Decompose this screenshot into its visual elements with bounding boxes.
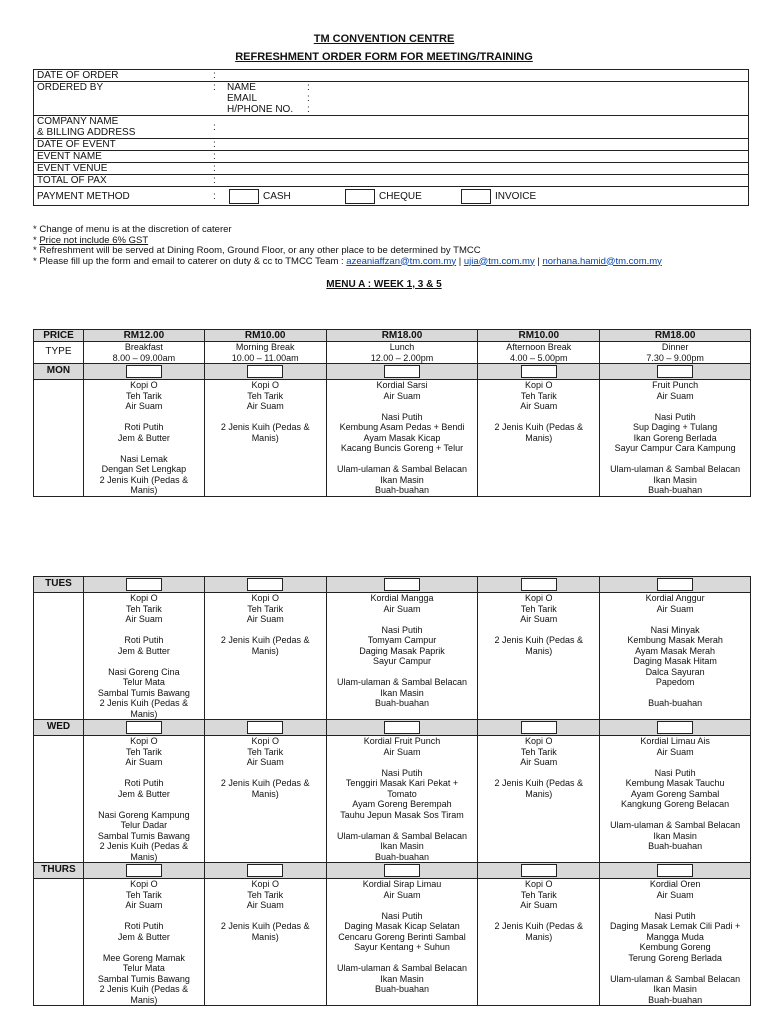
- menu-item: Kopi O: [130, 736, 158, 746]
- menu-item: Nasi Putih: [381, 767, 423, 778]
- menu-table-tue-thu: [33, 576, 751, 1006]
- day-label-wed: WED: [34, 720, 84, 736]
- colon: :: [307, 93, 310, 104]
- menu-item: Buah-buahan: [648, 841, 703, 851]
- order-checkbox[interactable]: [247, 721, 283, 734]
- menu-item: Kordial Fruit Punch: [363, 736, 441, 746]
- total-pax-field[interactable]: [224, 175, 749, 187]
- menu-item: Sambal Tumis Bawang: [97, 830, 190, 841]
- type-afternoon-break: Afternoon Break 4.00 – 5.00pm: [478, 342, 600, 364]
- cash-checkbox[interactable]: [229, 189, 259, 204]
- menu-item: Kembung Asam Pedas + Bendi: [339, 422, 465, 432]
- menu-item: [602, 900, 748, 911]
- menu-item: Papedom: [655, 677, 695, 687]
- menu-cell-afternoon-break: [478, 380, 600, 497]
- menu-item: Teh Tarik: [520, 889, 557, 900]
- cheque-checkbox[interactable]: [345, 189, 375, 204]
- menu-item: Ulam-ulaman & Sambal Belacan: [336, 963, 468, 973]
- menu-item: [86, 412, 202, 423]
- menu-item: Buah-buahan: [374, 984, 430, 994]
- menu-item: [602, 614, 748, 625]
- menu-item: Ulam-ulaman & Sambal Belacan: [610, 973, 741, 984]
- order-checkbox[interactable]: [126, 365, 162, 378]
- menu-item: [207, 625, 324, 636]
- menu-item: [602, 454, 748, 465]
- menu-table-header-mon: [33, 329, 751, 497]
- colon: :: [307, 104, 310, 115]
- menu-item: Air Suam: [246, 401, 284, 411]
- menu-item: Ulam-ulaman & Sambal Belacan: [336, 830, 468, 841]
- menu-item: Kembung Masak Tauchu: [625, 778, 725, 788]
- menu-item: Buah-buahan: [374, 851, 430, 862]
- menu-item: Ikan Masin: [653, 830, 697, 841]
- menu-item: Teh Tarik: [520, 603, 557, 614]
- day-label-thurs: THURS: [34, 863, 84, 879]
- menu-item: Manis): [525, 432, 553, 443]
- menu-item: Manis): [130, 485, 158, 495]
- menu-item: Manis): [130, 994, 158, 1005]
- note-gst: * Price not include 6% GST: [33, 234, 149, 246]
- notes: [33, 225, 662, 267]
- menu-item: [86, 443, 202, 454]
- order-details-table: [33, 69, 749, 206]
- menu-item: Tenggiri Masak Kari Pekat +: [345, 778, 459, 788]
- menu-item: Manis): [251, 931, 279, 942]
- menu-item: Ayam Goreng Berempah: [352, 799, 452, 809]
- menu-item: Ikan Masin: [380, 687, 424, 698]
- order-checkbox[interactable]: [247, 864, 283, 877]
- type-morning-break: Morning Break 10.00 – 11.00am: [204, 342, 326, 364]
- menu-item: Buah-buahan: [648, 485, 703, 495]
- name-label: NAME: [227, 82, 256, 93]
- email-label: EMAIL: [227, 93, 258, 104]
- menu-item: Air Suam: [656, 390, 694, 401]
- menu-item: Teh Tarik: [247, 889, 284, 900]
- note-menu-change: * Change of menu is at the discretion of caterer: [33, 224, 232, 235]
- order-checkbox[interactable]: [126, 721, 162, 734]
- menu-item: Manis): [525, 931, 553, 942]
- order-checkbox[interactable]: [657, 721, 693, 734]
- menu-item: Ulam-ulaman & Sambal Belacan: [610, 464, 741, 474]
- type-lunch: Lunch 12.00 – 2.00pm: [326, 342, 478, 364]
- price-afternoon-break: RM10.00: [478, 330, 600, 342]
- menu-item: Kordial Sirap Limau: [362, 879, 442, 889]
- menu-item: Air Suam: [520, 401, 558, 411]
- menu-item: Kopi O: [525, 879, 553, 889]
- menu-item: Ayam Goreng Sambal: [630, 788, 720, 799]
- cheque-label: CHEQUE: [379, 190, 422, 202]
- note-serving-location: * Refreshment will be served at Dining Room, Ground Floor, or any other place to be determined by TMCC: [33, 245, 481, 256]
- menu-item: Buah-buahan: [374, 485, 430, 495]
- menu-item: [329, 454, 476, 465]
- menu-cell-afternoon-break: [478, 593, 600, 720]
- menu-item: [480, 911, 597, 922]
- type-dinner: Dinner 7.30 – 9.00pm: [600, 342, 751, 364]
- menu-cell-morning-break: [204, 879, 326, 1006]
- menu-cell-afternoon-break: [478, 736, 600, 863]
- menu-item: [329, 667, 476, 678]
- menu-item: Air Suam: [383, 390, 421, 401]
- price-label: PRICE: [34, 330, 84, 342]
- menu-item: Sambal Tumis Bawang: [97, 973, 190, 984]
- email-link-1[interactable]: azeaniaffzan@tm.com.my: [346, 255, 457, 267]
- order-checkbox[interactable]: [384, 365, 420, 378]
- price-breakfast: RM12.00: [83, 330, 204, 342]
- company-field[interactable]: [224, 116, 749, 139]
- menu-item: Manis): [525, 645, 553, 656]
- menu-item: 2 Jenis Kuih (Pedas &: [220, 921, 310, 931]
- menu-item: Ulam-ulaman & Sambal Belacan: [336, 677, 468, 687]
- menu-item: 2 Jenis Kuih (Pedas &: [494, 422, 584, 432]
- colon: :: [210, 82, 224, 94]
- order-checkbox[interactable]: [657, 365, 693, 378]
- order-checkbox[interactable]: [384, 578, 420, 591]
- total-pax-label: TOTAL OF PAX: [34, 175, 211, 187]
- menu-item: Kordial Mangga: [370, 593, 434, 603]
- colon: :: [307, 82, 310, 93]
- menu-item: Kordial Oren: [649, 879, 701, 889]
- menu-item: Daging Masak Lemak Cili Padi +: [609, 921, 741, 931]
- menu-item: Teh Tarik: [247, 390, 284, 401]
- menu-item: Nasi Lemak: [120, 453, 168, 464]
- menu-item: [329, 953, 476, 964]
- menu-item: Jem & Butter: [117, 931, 170, 942]
- menu-item: Air Suam: [656, 889, 694, 900]
- menu-item: [86, 768, 202, 779]
- event-venue-label: EVENT VENUE: [34, 163, 211, 175]
- menu-item: Air Suam: [656, 746, 694, 757]
- menu-item: [480, 768, 597, 779]
- menu-item: Air Suam: [246, 614, 284, 624]
- menu-cell-breakfast: [83, 593, 204, 720]
- order-checkbox[interactable]: [126, 578, 162, 591]
- menu-item: Sambal Tumis Bawang: [97, 687, 190, 698]
- menu-cell-lunch: [326, 879, 478, 1006]
- menu-item: Kopi O: [130, 593, 158, 603]
- date-of-event-field[interactable]: [224, 139, 749, 151]
- menu-item: Daging Masak Paprik: [359, 645, 445, 656]
- menu-item: [329, 614, 476, 625]
- menu-cell-dinner: [600, 736, 751, 863]
- menu-item: Cencaru Goreng Berinti Sambal: [338, 931, 466, 942]
- menu-cell-dinner: [600, 380, 751, 497]
- menu-item: Kacang Buncis Goreng + Telur: [340, 443, 464, 453]
- day-label-tues: TUES: [34, 577, 84, 593]
- menu-item: 2 Jenis Kuih (Pedas &: [220, 635, 310, 645]
- menu-item: [329, 900, 476, 911]
- menu-item: Kopi O: [525, 380, 553, 390]
- menu-item: Kopi O: [251, 879, 279, 889]
- colon: :: [210, 70, 224, 82]
- menu-item: Sup Daging + Tulang: [632, 422, 718, 432]
- menu-item: Ikan Masin: [380, 474, 424, 485]
- menu-item: Tomyam Campur: [367, 635, 437, 645]
- date-of-event-label: DATE OF EVENT: [34, 139, 211, 151]
- menu-item: Kembung Masak Merah: [627, 635, 723, 645]
- menu-item: Manis): [251, 432, 279, 443]
- menu-item: Nasi Putih: [654, 411, 696, 422]
- menu-item: Buah-buahan: [648, 698, 703, 708]
- invoice-label: INVOICE: [495, 190, 537, 202]
- colon: :: [210, 151, 224, 163]
- menu-item: Ayam Masak Merah: [635, 645, 716, 656]
- menu-item: Ikan Masin: [653, 984, 697, 994]
- menu-item: Kopi O: [130, 380, 158, 390]
- menu-item: Teh Tarik: [247, 603, 284, 614]
- menu-item: Air Suam: [383, 603, 421, 614]
- menu-item: Nasi Putih: [381, 624, 423, 635]
- menu-item: Teh Tarik: [125, 603, 162, 614]
- menu-item: Tomato: [387, 788, 417, 799]
- menu-cell-morning-break: [204, 736, 326, 863]
- menu-item: 2 Jenis Kuih (Pedas &: [494, 635, 584, 645]
- menu-item: [86, 625, 202, 636]
- menu-item: Nasi Putih: [381, 910, 423, 921]
- order-checkbox[interactable]: [521, 578, 557, 591]
- menu-item: Ayam Masak Kicap: [363, 432, 441, 443]
- menu-item: Terung Goreng Berlada: [628, 952, 722, 963]
- date-of-order-field[interactable]: [224, 70, 749, 82]
- menu-item: Ikan Goreng Berlada: [633, 432, 717, 443]
- menu-item: [602, 401, 748, 412]
- price-lunch: RM18.00: [326, 330, 478, 342]
- menu-cell-lunch: [326, 593, 478, 720]
- menu-item: [480, 412, 597, 423]
- menu-cell-breakfast: [83, 380, 204, 497]
- menu-item: Teh Tarik: [520, 746, 557, 757]
- menu-item: Air Suam: [383, 746, 421, 757]
- menu-cell-lunch: [326, 380, 478, 497]
- menu-item: Ulam-ulaman & Sambal Belacan: [610, 820, 741, 830]
- menu-cell-breakfast: [83, 879, 204, 1006]
- menu-item: Kangkung Goreng Belacan: [621, 799, 730, 809]
- menu-item: Air Suam: [125, 900, 163, 910]
- menu-item: Telur Dadar: [120, 820, 168, 830]
- payment-method-label: PAYMENT METHOD: [34, 187, 211, 206]
- menu-item: Mee Goreng Mamak: [102, 952, 185, 963]
- menu-item: Kopi O: [130, 879, 158, 889]
- date-of-order-label: DATE OF ORDER: [34, 70, 211, 82]
- colon: :: [210, 139, 224, 151]
- note-email: * Please fill up the form and email to caterer on duty & cc to TMCC Team : azeaniaffzan@tm.com.my | ujia@tm.com.my | norhana.hamid@tm.com.my: [33, 255, 662, 267]
- form-subtitle: REFRESHMENT ORDER FORM FOR MEETING/TRAINING: [235, 51, 533, 63]
- menu-item: Kopi O: [251, 736, 279, 746]
- menu-item: Teh Tarik: [247, 746, 284, 757]
- menu-item: Air Suam: [246, 900, 284, 910]
- menu-item: [86, 656, 202, 667]
- menu-item: Kopi O: [525, 593, 553, 603]
- menu-item: Roti Putih: [124, 635, 164, 645]
- menu-item: Manis): [251, 788, 279, 799]
- event-venue-field[interactable]: [224, 163, 749, 175]
- menu-item: Teh Tarik: [520, 390, 557, 401]
- menu-item: Manis): [130, 851, 158, 862]
- order-checkbox[interactable]: [521, 365, 557, 378]
- invoice-checkbox[interactable]: [461, 189, 491, 204]
- menu-cell-breakfast: [83, 736, 204, 863]
- price-dinner: RM18.00: [600, 330, 751, 342]
- menu-item: [207, 412, 324, 423]
- menu-item: Nasi Putih: [654, 767, 696, 778]
- menu-item: Nasi Minyak: [650, 624, 700, 635]
- menu-item: 2 Jenis Kuih (Pedas &: [99, 841, 189, 851]
- menu-item: Air Suam: [383, 889, 421, 900]
- menu-item: Ikan Masin: [653, 474, 697, 485]
- menu-item: [329, 401, 476, 412]
- menu-item: Nasi Putih: [654, 910, 696, 921]
- menu-cell-dinner: [600, 593, 751, 720]
- menu-item: [602, 810, 748, 821]
- menu-item: Telur Mata: [122, 677, 165, 687]
- menu-item: Fruit Punch: [652, 380, 699, 390]
- event-name-field[interactable]: [224, 151, 749, 163]
- colon: :: [210, 116, 224, 139]
- menu-item: [480, 625, 597, 636]
- menu-item: Air Suam: [520, 900, 558, 910]
- order-checkbox[interactable]: [384, 721, 420, 734]
- menu-item: Air Suam: [656, 603, 694, 614]
- menu-item: Air Suam: [520, 757, 558, 767]
- menu-item: Teh Tarik: [125, 746, 162, 757]
- menu-item: Daging Masak Hitam: [633, 656, 717, 666]
- menu-item: Jem & Butter: [117, 645, 170, 656]
- menu-item: Daging Masak Kicap Selatan: [344, 921, 460, 931]
- cash-label: CASH: [263, 190, 291, 202]
- menu-item: Air Suam: [125, 614, 163, 624]
- phone-label: H/PHONE NO.: [227, 104, 294, 115]
- menu-item: Dalca Sayuran: [645, 666, 705, 677]
- menu-item: 2 Jenis Kuih (Pedas &: [220, 778, 310, 788]
- menu-item: [329, 757, 476, 768]
- menu-item: Sayur Campur Cara Kampung: [614, 443, 736, 453]
- menu-cell-dinner: [600, 879, 751, 1006]
- menu-item: Mangga Muda: [646, 931, 704, 942]
- type-breakfast: Breakfast 8.00 – 09.00am: [83, 342, 204, 364]
- order-checkbox[interactable]: [384, 864, 420, 877]
- menu-item: Manis): [525, 788, 553, 799]
- menu-item: 2 Jenis Kuih (Pedas &: [99, 698, 189, 708]
- day-label-mon: MON: [34, 364, 84, 380]
- order-checkbox[interactable]: [247, 365, 283, 378]
- colon: :: [210, 163, 224, 175]
- menu-item: Kordial Limau Ais: [640, 736, 710, 746]
- menu-item: Nasi Putih: [381, 411, 423, 422]
- menu-item: 2 Jenis Kuih (Pedas &: [494, 921, 584, 931]
- event-name-label: EVENT NAME: [34, 151, 211, 163]
- menu-item: [86, 942, 202, 953]
- colon: :: [210, 175, 224, 187]
- menu-item: Manis): [130, 708, 158, 719]
- menu-item: Ikan Masin: [380, 841, 424, 851]
- menu-item: [207, 768, 324, 779]
- menu-item: Jem & Butter: [117, 788, 170, 799]
- menu-item: Sayur Campur: [372, 656, 431, 666]
- menu-item: Kembung Goreng: [639, 942, 711, 952]
- colon: :: [210, 187, 224, 206]
- menu-title: MENU A : WEEK 1, 3 & 5: [326, 279, 442, 290]
- ordered-by-label: ORDERED BY: [34, 82, 211, 116]
- menu-item: Sayur Kentang + Suhun: [354, 942, 450, 952]
- menu-item: Dengan Set Lengkap: [101, 464, 187, 474]
- menu-item: Kordial Sarsi: [376, 380, 428, 390]
- menu-item: [329, 820, 476, 831]
- menu-item: Kopi O: [251, 593, 279, 603]
- menu-item: [602, 688, 748, 699]
- menu-item: Air Suam: [246, 757, 284, 767]
- menu-item: Kopi O: [525, 736, 553, 746]
- menu-cell-morning-break: [204, 380, 326, 497]
- order-checkbox[interactable]: [126, 864, 162, 877]
- menu-item: Teh Tarik: [125, 390, 162, 401]
- menu-item: Kopi O: [251, 380, 279, 390]
- menu-item: [207, 911, 324, 922]
- menu-item: Buah-buahan: [648, 994, 703, 1005]
- menu-item: 2 Jenis Kuih (Pedas &: [99, 984, 189, 994]
- menu-item: Kordial Anggur: [645, 593, 705, 603]
- menu-item: [602, 963, 748, 974]
- order-checkbox[interactable]: [657, 864, 693, 877]
- menu-item: Air Suam: [520, 614, 558, 624]
- menu-item: Roti Putih: [124, 921, 164, 931]
- menu-item: 2 Jenis Kuih (Pedas &: [494, 778, 584, 788]
- order-checkbox[interactable]: [247, 578, 283, 591]
- menu-item: Nasi Goreng Kampung: [98, 809, 190, 820]
- menu-item: [86, 911, 202, 922]
- menu-item: Tauhu Jepun Masak Sos Tiram: [340, 809, 464, 820]
- menu-item: Air Suam: [125, 757, 163, 767]
- order-checkbox[interactable]: [521, 864, 557, 877]
- order-checkbox[interactable]: [521, 721, 557, 734]
- menu-item: Ikan Masin: [380, 973, 424, 984]
- order-checkbox[interactable]: [657, 578, 693, 591]
- menu-item: Ulam-ulaman & Sambal Belacan: [336, 464, 468, 474]
- price-morning-break: RM10.00: [204, 330, 326, 342]
- email-link-2[interactable]: ujia@tm.com.my: [463, 255, 535, 267]
- menu-cell-afternoon-break: [478, 879, 600, 1006]
- company-label: COMPANY NAME & BILLING ADDRESS: [34, 116, 211, 139]
- menu-item: Air Suam: [125, 401, 163, 411]
- menu-cell-morning-break: [204, 593, 326, 720]
- menu-item: Nasi Goreng Cina: [108, 666, 180, 677]
- menu-cell-lunch: [326, 736, 478, 863]
- menu-item: [86, 799, 202, 810]
- menu-item: Buah-buahan: [374, 698, 430, 708]
- form-title: TM CONVENTION CENTRE: [313, 33, 455, 45]
- email-link-3[interactable]: norhana.hamid@tm.com.my: [542, 255, 662, 267]
- menu-item: 2 Jenis Kuih (Pedas &: [99, 474, 189, 485]
- menu-item: Telur Mata: [122, 963, 165, 973]
- menu-item: Manis): [251, 645, 279, 656]
- menu-item: Roti Putih: [124, 778, 164, 788]
- menu-item: Roti Putih: [124, 422, 164, 432]
- menu-item: Teh Tarik: [125, 889, 162, 900]
- menu-item: 2 Jenis Kuih (Pedas &: [220, 422, 310, 432]
- menu-item: Jem & Butter: [117, 432, 170, 443]
- menu-item: [602, 757, 748, 768]
- type-label: TYPE: [34, 342, 84, 364]
